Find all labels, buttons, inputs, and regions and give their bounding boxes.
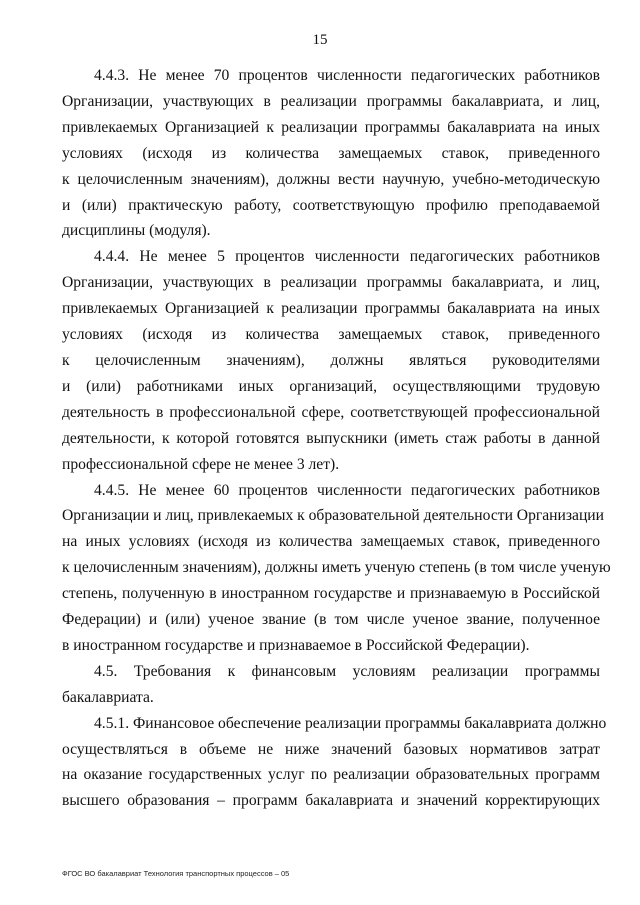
text-line: 4.5. Требования к финансовым условиям реализации программы — [94, 662, 600, 680]
text-line: профессиональной сфере не менее 3 лет). — [62, 455, 340, 473]
text-line: Организации, участвующих в реализации программы бакалавриата, и лиц, — [62, 274, 600, 292]
text-line: дисциплины (модуля). — [62, 222, 211, 240]
text-line: к целочисленным значениям), должны иметь ученую степень (в том числе ученую — [62, 559, 611, 577]
text-line: условиях (исходя из количества замещаемых ставок, приведенного — [62, 326, 600, 344]
text-line: 4.4.4. Не менее 5 процентов численности педагогических работников — [94, 248, 600, 266]
text-line: к целочисленным значениям), должны являться руководителями — [62, 351, 600, 369]
text-line: Федерации) и (или) ученое звание (в том числе ученое звание, полученное — [62, 611, 600, 629]
text-line: на иных условиях (исходя из количества замещаемых ставок, приведенного — [62, 533, 600, 551]
text-line: Организации и лиц, привлекаемых к образовательной деятельности Организации — [62, 507, 604, 525]
text-line: привлекаемых Организацией к реализации программы бакалавриата на иных — [62, 300, 600, 318]
text-line: привлекаемых Организацией к реализации программы бакалавриата на иных — [62, 118, 600, 136]
text-line: в иностранном государстве и признаваемое в Российской Федерации). — [62, 636, 530, 654]
text-line: степень, полученную в иностранном государстве и признаваемую в Российской — [62, 585, 600, 603]
text-line: 4.4.3. Не менее 70 процентов численности педагогических работников — [94, 67, 600, 84]
text-line: к целочисленным значениям), должны вести научную, учебно-методическую — [62, 170, 600, 188]
page-number: 15 — [312, 32, 328, 48]
text-line: и (или) практическую работу, соответствующую профилю преподаваемой — [62, 196, 600, 214]
document-body — [62, 63, 611, 814]
text-line: и (или) работниками иных организаций, осуществляющими трудовую — [62, 377, 600, 395]
text-line: условиях (исходя из количества замещаемых ставок, приведенного — [62, 144, 600, 162]
text-line: бакалавриата. — [62, 688, 154, 706]
text-line: деятельности, к которой готовятся выпускники (иметь стаж работы в данной — [62, 429, 600, 447]
text-line: высшего образования – программ бакалавриата и значений корректирующих — [62, 792, 600, 810]
text-line: на оказание государственных услуг по реализации образовательных программ — [62, 766, 600, 784]
text-line: 4.4.5. Не менее 60 процентов численности педагогических работников — [94, 481, 600, 499]
text-line: осуществляться в объеме не ниже значений базовых нормативов затрат — [62, 740, 600, 758]
text-line: Организации, участвующих в реализации программы бакалавриата, и лиц, — [62, 92, 600, 110]
document-footer: ФГОС ВО бакалавриат Технология транспортных процессов – 05 — [62, 869, 290, 878]
text-line: деятельность в профессиональной сфере, соответствующей профессиональной — [62, 403, 600, 421]
text-line: 4.5.1. Финансовое обеспечение реализации программы бакалавриата должно — [94, 714, 607, 732]
